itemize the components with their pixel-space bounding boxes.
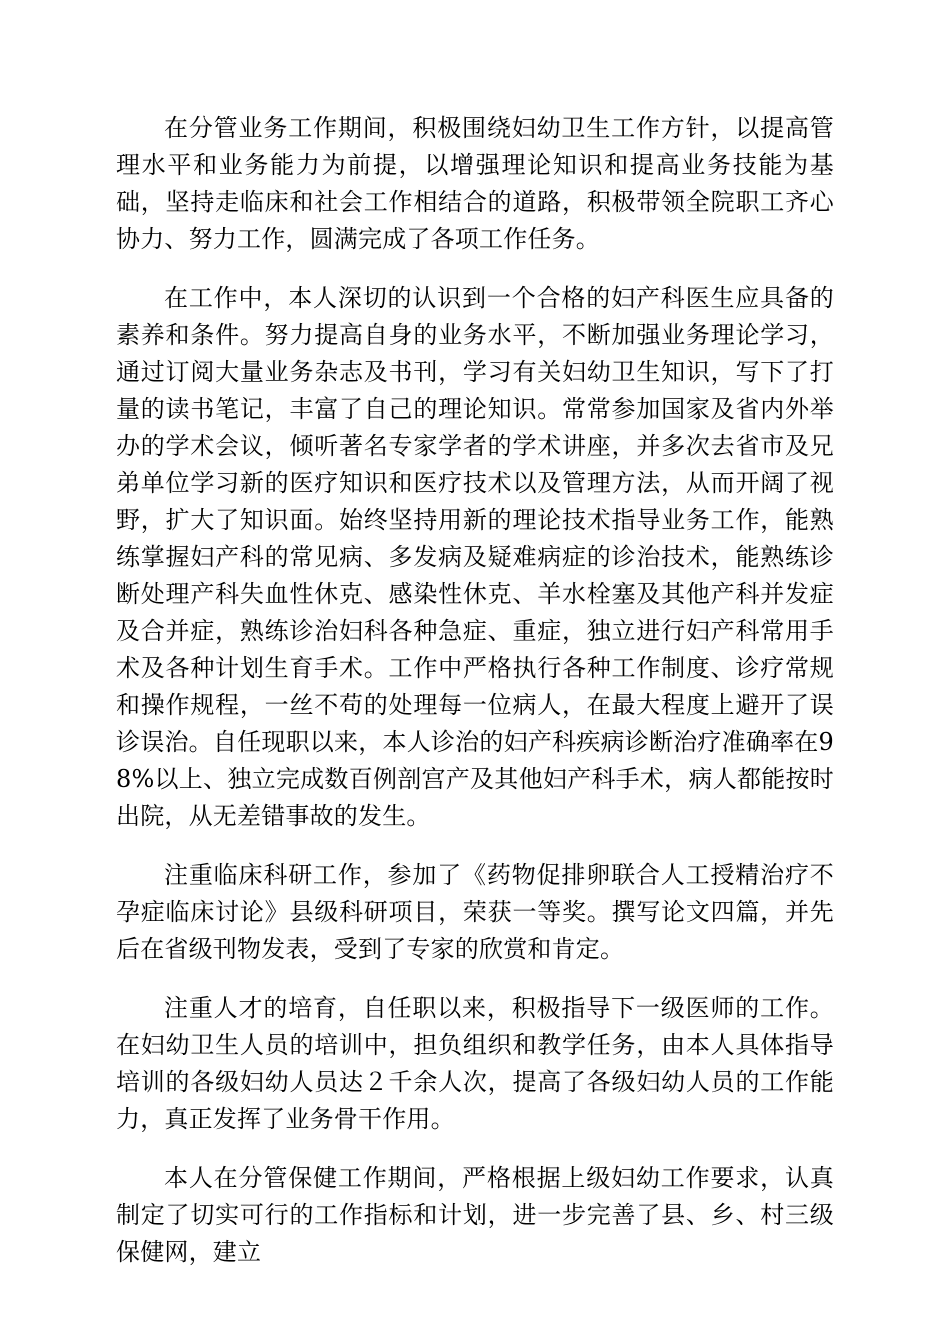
paragraph-2: 在工作中，本人深切的认识到一个合格的妇产科医生应具备的素养和条件。努力提高自身的业务水平，不断加强业务理论学习，通过订阅大量业务杂志及书刊，学习有关妇幼卫生知识，写下了打量的读书笔记，丰富了自己的理论知识。常常参加国家及省内外举办的学术会议，倾听著名专家学者的学术讲座，并多次去省市及兄弟单位学习新的医疗知识和医疗技术以及管理方法，从而开阔了视野，扩大了知识面。始终坚持用新的理论技术指导业务工作，能熟练掌握妇产科的常见病、多发病及疑难病症的诊治技术，能熟练诊断处理产科失血性休克、感染性休克、羊水栓塞及其他产科并发症及合并症，熟练诊治妇科各种急症、重症，独立进行妇产科常用手术及各种计划生育手术。工作中严格执行各种工作制度、诊疗常规和操作规程，一丝不苟的处理每一位病人，在最大程度上避开了误诊误治。自任现职以来，本人诊治的妇产科疾病诊断治疗准确率在98%以上、独立完成数百例剖宫产及其他妇产科手术，病人都能按时出院，从无差错事故的发生。: [116, 284, 834, 830]
paragraph-4: 注重人才的培育，自任职以来，积极指导下一级医师的工作。在妇幼卫生人员的培训中，担负组织和教学任务，由本人具体指导培训的各级妇幼人员达２千余人次，提高了各级妇幼人员的工作能力，真正发挥了业务骨干作用。: [116, 994, 834, 1133]
document-body: [116, 110, 834, 1293]
paragraph-5: 本人在分管保健工作期间，严格根据上级妇幼工作要求，认真制定了切实可行的工作指标和计划，进一步完善了县、乡、村三级保健网，建立: [116, 1164, 834, 1266]
paragraph-3: 注重临床科研工作，参加了《药物促排卵联合人工授精治疗不孕症临床讨论》县级科研项目，荣获一等奖。撰写论文四篇，并先后在省级刊物发表，受到了专家的欣赏和肯定。: [116, 861, 834, 963]
paragraph-1: 在分管业务工作期间，积极围绕妇幼卫生工作方针，以提高管理水平和业务能力为前提，以增强理论知识和提高业务技能为基础，坚持走临床和社会工作相结合的道路，积极带领全院职工齐心协力、努力工作，圆满完成了各项工作任务。: [116, 114, 834, 253]
